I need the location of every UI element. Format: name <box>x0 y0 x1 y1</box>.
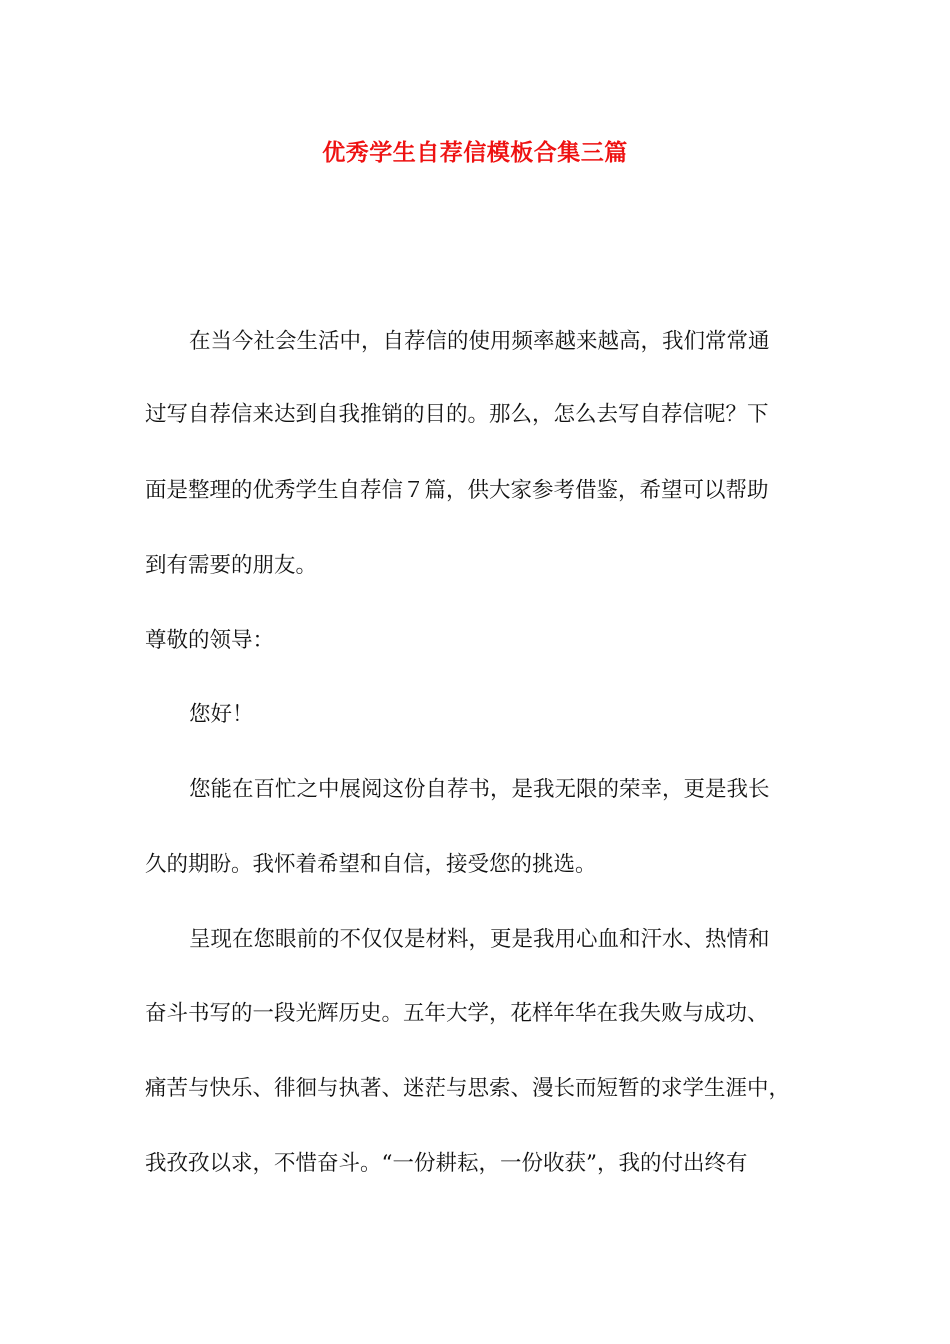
body-line: 到有需要的朋友。 <box>145 553 318 578</box>
body-line: 面是整理的优秀学生自荐信７篇，供大家参考借鉴，希望可以帮助 <box>145 478 769 503</box>
body-line: 您能在百忙之中展阅这份自荐书，是我无限的荣幸，更是我长 <box>189 777 770 802</box>
body-line: 奋斗书写的一段光辉历史。五年大学，花样年华在我失败与成功、 <box>145 1001 769 1026</box>
body-line: 久的期盼。我怀着希望和自信，接受您的挑选。 <box>145 852 597 877</box>
body-line: 我孜孜以求，不惜奋斗。“一份耕耘，一份收获”，我的付出终有 <box>145 1151 748 1176</box>
salutation: 尊敬的领导： <box>145 628 275 653</box>
body-line: 在当今社会生活中，自荐信的使用频率越来越高，我们常常通 <box>189 329 770 354</box>
greeting: 您好！ <box>189 702 254 727</box>
body-line: 痛苦与快乐、徘徊与执著、迷茫与思索、漫长而短暂的求学生涯中， <box>145 1076 791 1101</box>
body-line: 呈现在您眼前的不仅仅是材料，更是我用心血和汗水、热情和 <box>189 927 770 952</box>
document-title: 优秀学生自荐信模板合集三篇 <box>322 139 628 166</box>
body-line: 过写自荐信来达到自我推销的目的。那么，怎么去写自荐信呢？下 <box>145 402 769 427</box>
